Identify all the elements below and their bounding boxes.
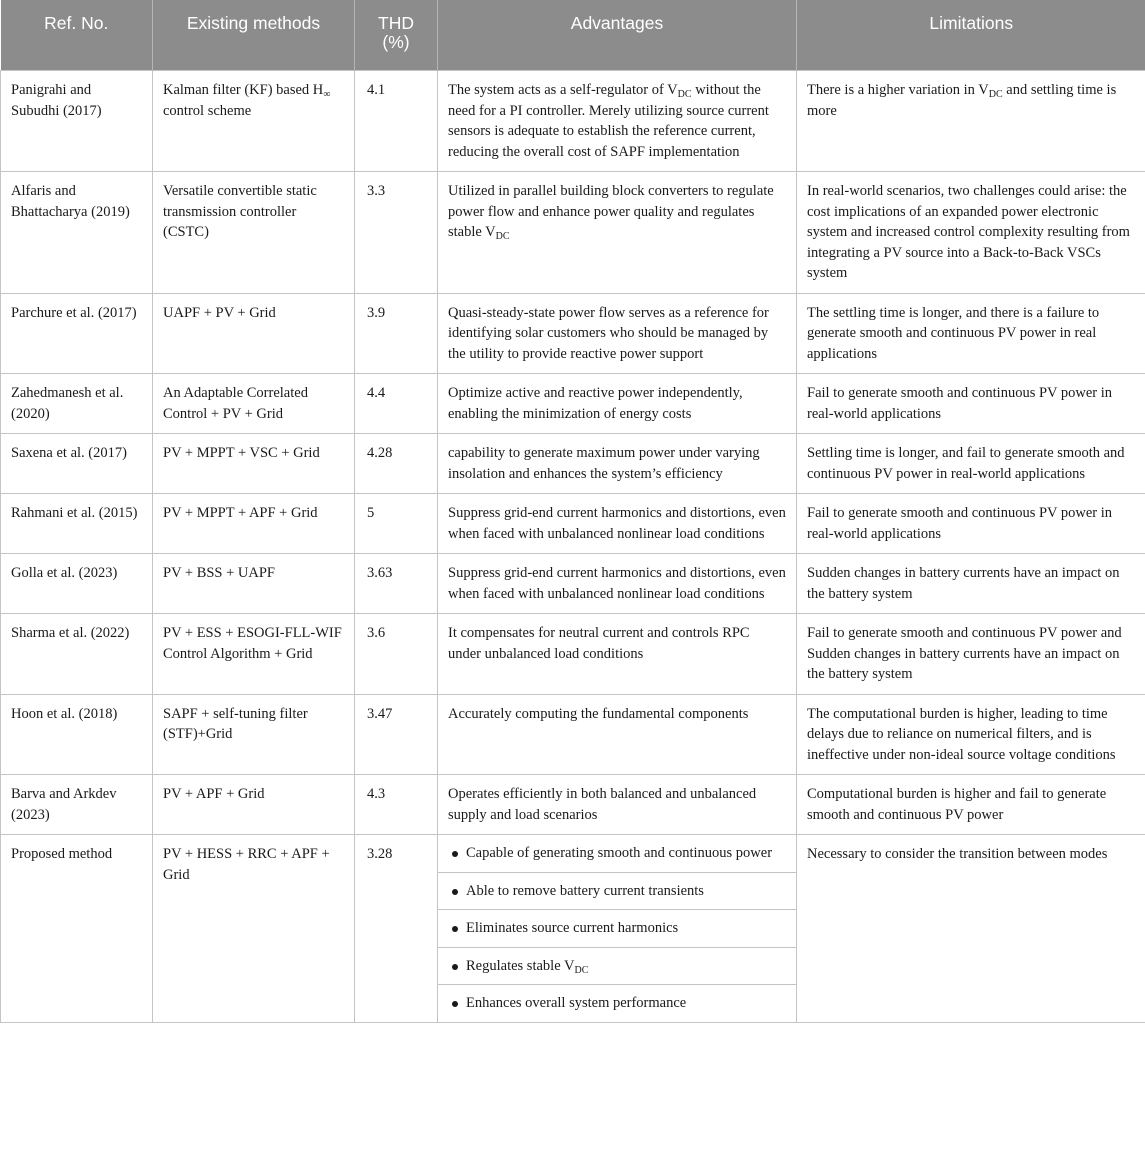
cell-method: PV + HESS + RRC + APF + Grid (153, 835, 355, 1023)
cell-method: PV + BSS + UAPF (153, 554, 355, 614)
bullet-icon (452, 889, 458, 895)
bullet-icon (452, 926, 458, 932)
table-row (1, 71, 1145, 172)
cell-limitations: Sudden changes in battery currents have an impact on the battery system (797, 554, 1145, 614)
cell-limitations: Settling time is longer, and fail to generate smooth and continuous PV power in real-world applications (797, 434, 1145, 494)
cell-ref: Barva and Arkdev (2023) (1, 775, 153, 835)
cell-limitations: There is a higher variation in $V_{DC}$ and settling time is more (797, 71, 1145, 172)
cell-advantages: Operates efficiently in both balanced and unbalanced supply and load scenarios (438, 775, 797, 835)
table-header-row (1, 0, 1145, 71)
header-limitations: Limitations (797, 0, 1145, 71)
cell-ref: Golla et al. (2023) (1, 554, 153, 614)
list-item: Capable of generating smooth and continuous power (438, 835, 796, 873)
cell-method: PV + MPPT + APF + Grid (153, 494, 355, 554)
cell-thd: 3.63 (355, 554, 438, 614)
cell-thd: 3.28 (355, 835, 438, 1023)
table-row (1, 374, 1145, 434)
cell-method: An Adaptable Correlated Control + PV + Grid (153, 374, 355, 434)
list-item: Regulates stable $V_{DC}$ (438, 948, 796, 986)
cell-thd: 3.9 (355, 293, 438, 374)
cell-thd: 4.3 (355, 775, 438, 835)
bullet-icon (452, 1001, 458, 1007)
cell-advantages: Accurately computing the fundamental components (438, 694, 797, 775)
cell-thd: 3.6 (355, 614, 438, 695)
cell-advantages: Utilized in parallel building block converters to regulate power flow and enhance power quality and regulates stable $V_{DC}$ (438, 172, 797, 294)
list-item: Eliminates source current harmonics (438, 910, 796, 948)
table-row (1, 775, 1145, 835)
cell-method: PV + APF + Grid (153, 775, 355, 835)
table-row (1, 172, 1145, 294)
table-row (1, 554, 1145, 614)
cell-thd: 3.3 (355, 172, 438, 294)
cell-ref: Saxena et al. (2017) (1, 434, 153, 494)
table-row (1, 614, 1145, 695)
cell-limitations: The settling time is longer, and there is a failure to generate smooth and continuous PV power in real applications (797, 293, 1145, 374)
table-row (1, 434, 1145, 494)
cell-limitations: Fail to generate smooth and continuous PV power in real-world applications (797, 494, 1145, 554)
cell-thd: 3.47 (355, 694, 438, 775)
cell-ref: Sharma et al. (2022) (1, 614, 153, 695)
header-existing-methods: Existing methods (153, 0, 355, 71)
cell-ref: Parchure et al. (2017) (1, 293, 153, 374)
cell-method: PV + MPPT + VSC + Grid (153, 434, 355, 494)
cell-advantages: Optimize active and reactive power independently, enabling the minimization of energy costs (438, 374, 797, 434)
table-row (1, 293, 1145, 374)
cell-advantages: It compensates for neutral current and controls RPC under unbalanced load conditions (438, 614, 797, 695)
advantages-bullet-list (438, 835, 796, 1022)
cell-method: Versatile convertible static transmission controller (CSTC) (153, 172, 355, 294)
bullet-icon (452, 964, 458, 970)
cell-method: UAPF + PV + Grid (153, 293, 355, 374)
cell-ref: Alfaris and Bhattacharya (2019) (1, 172, 153, 294)
cell-ref: Hoon et al. (2018) (1, 694, 153, 775)
cell-ref: Proposed method (1, 835, 153, 1023)
cell-advantages: Suppress grid-end current harmonics and distortions, even when faced with unbalanced nonlinear load conditions (438, 494, 797, 554)
cell-advantages: Suppress grid-end current harmonics and distortions, even when faced with unbalanced nonlinear load conditions (438, 554, 797, 614)
header-thd: THD (%) (355, 0, 438, 71)
cell-ref: Rahmani et al. (2015) (1, 494, 153, 554)
cell-method: Kalman filter (KF) based $H_\infty$ control scheme (153, 71, 355, 172)
cell-method: PV + ESS + ESOGI-FLL-WIF Control Algorithm + Grid (153, 614, 355, 695)
cell-advantages: The system acts as a self-regulator of $V_{DC}$ without the need for a PI controller. Merely utilizing source current sensors is adequate to establish the reference current, reducing the overall cost of SAPF implementation (438, 71, 797, 172)
cell-thd: 4.1 (355, 71, 438, 172)
cell-ref: Panigrahi and Subudhi (2017) (1, 71, 153, 172)
cell-limitations: Computational burden is higher and fail to generate smooth and continuous PV power (797, 775, 1145, 835)
cell-advantages: Quasi-steady-state power flow serves as a reference for identifying solar customers who should be managed by the utility to provide reactive power support (438, 293, 797, 374)
cell-thd: 4.28 (355, 434, 438, 494)
cell-limitations: Fail to generate smooth and continuous PV power in real-world applications (797, 374, 1145, 434)
cell-method: SAPF + self-tuning filter (STF)+Grid (153, 694, 355, 775)
cell-limitations: Fail to generate smooth and continuous PV power and Sudden changes in battery currents have an impact on the battery system (797, 614, 1145, 695)
cell-limitations: The computational burden is higher, leading to time delays due to reliance on numerical filters, and is ineffective under non-ideal source voltage conditions (797, 694, 1145, 775)
cell-advantages-list (438, 835, 797, 1023)
cell-thd: 5 (355, 494, 438, 554)
cell-ref: Zahedmanesh et al. (2020) (1, 374, 153, 434)
table-row (1, 494, 1145, 554)
cell-advantages: capability to generate maximum power under varying insolation and enhances the system’s efficiency (438, 434, 797, 494)
table-row-proposed (1, 835, 1145, 1023)
header-ref-no: Ref. No. (1, 0, 153, 71)
cell-limitations: Necessary to consider the transition between modes (797, 835, 1145, 1023)
list-item: Enhances overall system performance (438, 985, 796, 1022)
cell-limitations: In real-world scenarios, two challenges could arise: the cost implications of an expanded power electronic system and increased control complexity resulting from integrating a PV source into a Back-to-Back VSCs system (797, 172, 1145, 294)
list-item: Able to remove battery current transients (438, 873, 796, 911)
table-row (1, 694, 1145, 775)
cell-thd: 4.4 (355, 374, 438, 434)
header-advantages: Advantages (438, 0, 797, 71)
bullet-icon (452, 851, 458, 857)
